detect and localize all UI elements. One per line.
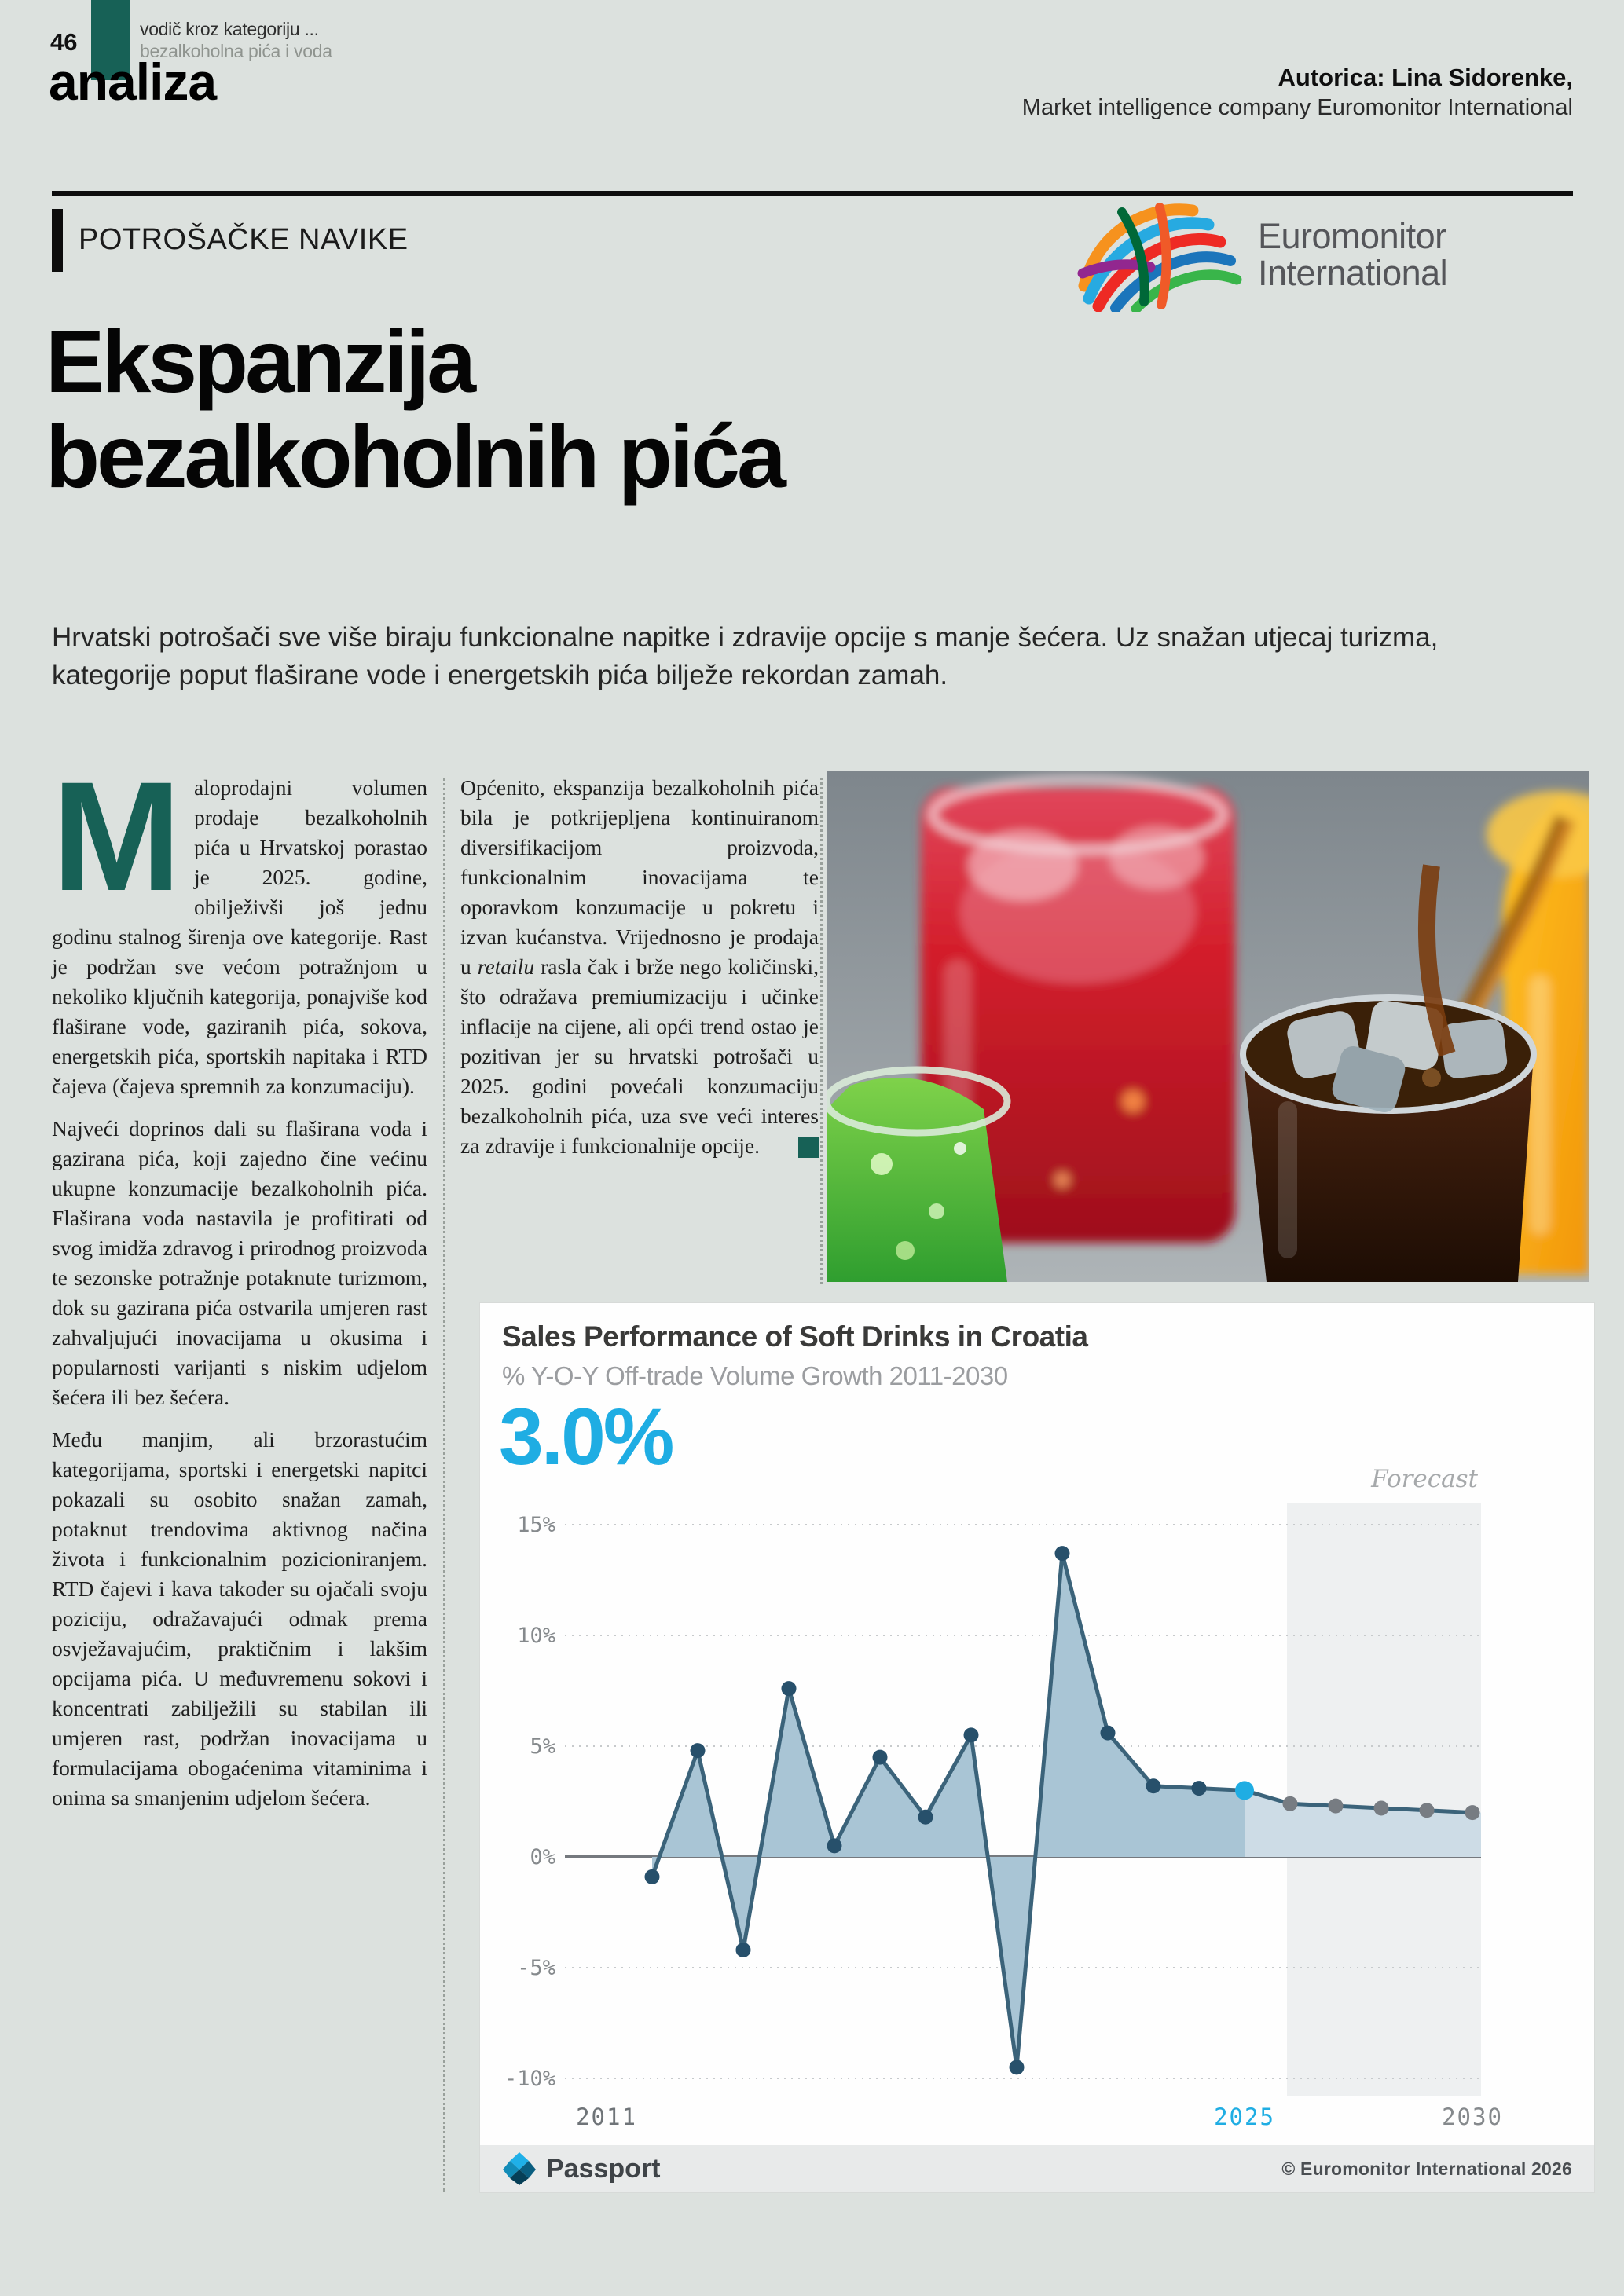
author-block	[1022, 63, 1573, 122]
italic-term: retailu	[477, 954, 535, 979]
kicker-bar	[52, 209, 63, 272]
eyebrow-line1: vodič kroz kategoriju ...	[140, 19, 319, 39]
author-company: Market intelligence company Euromonitor International	[1021, 94, 1573, 120]
dropcap: M	[52, 749, 181, 923]
author-name: Autorica: Lina Sidorenke,	[1278, 64, 1573, 91]
chart-subtitle: % Y-O-Y Off-trade Volume Growth 2011-2030	[502, 1361, 1008, 1390]
chart-copyright: © Euromonitor International 2026	[1281, 2158, 1572, 2179]
euromonitor-globe-icon	[1075, 198, 1244, 312]
passport-wordmark: Passport	[546, 2153, 661, 2184]
svg-text:2030: 2030	[1442, 2104, 1503, 2130]
chart-panel	[479, 1302, 1595, 2193]
svg-text:-10%: -10%	[504, 2067, 555, 2091]
paragraph-1: Maloprodajni volumen prodaje bezalkoholnih pića u Hrvatskoj porastao je 2025. godine, obilježivši još jednu godinu stalnog širenja ove kategorije. Rast je podržan sve većom potražnjom u nekoliko ključnih kategorija, ponajviše kod flaširane vode, gaziranih pića, sokova, energetskih pića, sportskih napitaka i RTD čajeva (čajeva spremnih za konzumaciju).	[52, 749, 427, 1098]
svg-text:10%: 10%	[517, 1624, 555, 1648]
article-column-2	[460, 773, 819, 1174]
svg-text:2025: 2025	[1214, 2104, 1275, 2130]
paragraph-4: Općenito, ekspanzija bezalkoholnih pića bila je potkrijepljena kontinuiranom diversifikacijom proizvoda, funkcionalnim inovacijama te oporavkom konzumacije u pokretu i izvan kućanstva. Vrijednosno je prodaja u retailu rasla čak i brže nego količinski, što odražava premiumizaciju i učinke inflacije na cijene, ali opći trend ostao je pozitivan jer su hrvatski potrošači u 2025. godini povećali konzumaciju bezalkoholnih pića, uza sve veći interes za zdravije i funkcionalnije opcije.	[460, 775, 819, 1158]
euromonitor-logo-text: Euromonitor International	[1258, 215, 1448, 293]
eyebrow-line2: bezalkoholna pića i voda	[140, 40, 332, 61]
chart-plot	[480, 1500, 1594, 2144]
header-rule	[52, 191, 1573, 196]
drinks-photo	[827, 771, 1589, 1282]
page-number: 46	[50, 28, 78, 56]
paragraph-3: Među manjim, ali brzorastućim kategorijama, sportski i energetski napitci pokazali su osobito snažan zamah, potaknut trendovima aktivnog načina života i funkcionalnim pozicioniranjem. RTD čajevi i kava također su ojačali svoju poziciju, odražavajući odmak prema osvježavajućim, praktičnim i lakšim opcijama pića. U međuvremenu sokovi i koncentrati zabilježili su stabilan ili umjeren rast, podržan inovacijama u formulacijama obogaćenima vitaminima i onima sa smanjenim udjelom šećera.	[52, 1427, 427, 1810]
end-of-article-mark	[798, 1137, 819, 1158]
svg-text:0%: 0%	[530, 1845, 555, 1869]
svg-text:15%: 15%	[517, 1513, 555, 1537]
forecast-label: Forecast	[1371, 1465, 1478, 1493]
article-column-1	[52, 749, 427, 1825]
passport-icon	[502, 2151, 537, 2186]
chart-title: Sales Performance of Soft Drinks in Croatia	[502, 1320, 1088, 1353]
kicker: POTROŠAČKE NAVIKE	[79, 223, 409, 256]
article-lead: Hrvatski potrošači sve više biraju funkcionalne napitke i zdravije opcije s manje šećera. Uz snažan utjecaj turizma, kategorije poput flaširane vode i energetskih pića bilježe rekordan zamah.	[52, 622, 1439, 690]
euromonitor-logo	[1075, 198, 1447, 312]
article-title: Ekspanzija bezalkoholnih pića	[46, 312, 783, 506]
svg-text:2011: 2011	[576, 2104, 637, 2130]
svg-text:5%: 5%	[530, 1734, 555, 1759]
svg-text:-5%: -5%	[517, 1956, 555, 1980]
column-divider-2	[820, 778, 823, 1284]
chart-footer	[480, 2145, 1594, 2192]
paragraph-2: Najveći doprinos dali su flaširana voda i gazirana pića, koji zajedno čine većinu ukupne konzumacije bezalkoholnih pića. Flaširana voda nastavila je profitirati od svog imidža zdravog i prirodnog proizvoda te sezonske potražnje potaknute turizmom, dok su gazirana pića ostvarila umjeren rast zahvaljujući inovacijama u okusima i popularnosti varijanti s niskim udjelom šećera ili bez šećera.	[52, 1116, 427, 1409]
passport-brand	[502, 2151, 661, 2186]
section-title: analiza	[49, 53, 217, 111]
chart-headline-value: 3.0%	[499, 1392, 673, 1481]
column-divider-1	[443, 778, 445, 2192]
